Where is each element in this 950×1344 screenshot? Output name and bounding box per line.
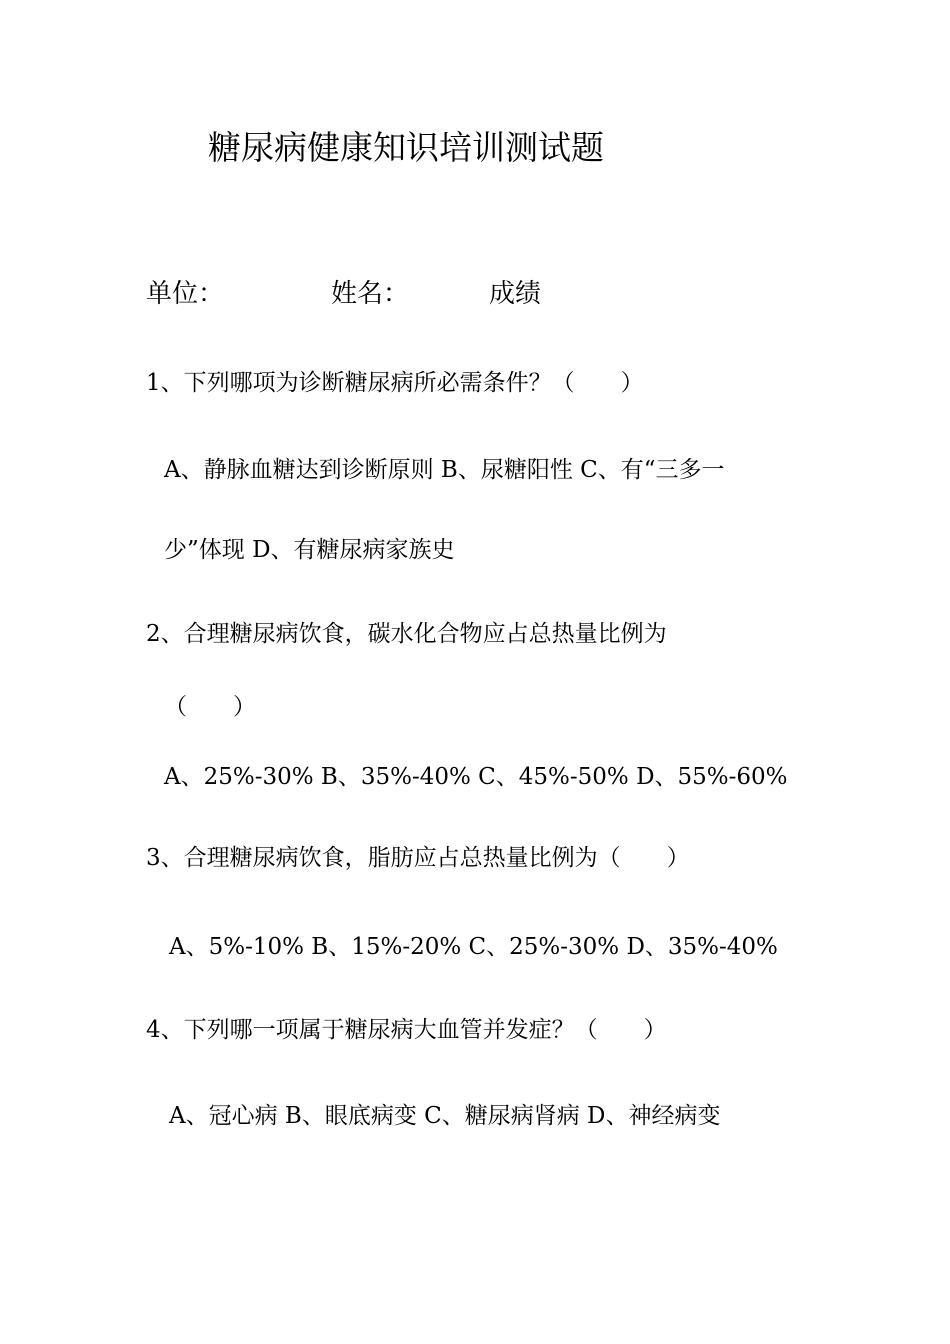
document-title: 糖尿病健康知识培训测试题: [208, 128, 604, 167]
score-label: 成绩: [489, 279, 542, 309]
question-4-options: A、冠心病 B、眼底病变 C、糖尿病肾病 D、神经病变: [169, 1103, 721, 1129]
question-2-stem-line-2: （ ）: [164, 694, 256, 720]
question-3-options: A、5%-10% B、15%-20% C、25%-30% D、35%-40%: [169, 934, 778, 960]
unit-label: 单位：: [146, 279, 225, 309]
name-label: 姓名：: [331, 279, 410, 309]
question-2-options: A、25%-30% B、35%-40% C、45%-50% D、55%-60%: [164, 764, 788, 790]
question-4-stem: 4、下列哪一项属于糖尿病大血管并发症？（ ）: [146, 1017, 667, 1043]
question-1-options-line-1: A、静脉血糖达到诊断原则 B、尿糖阳性 C、有“三多一: [164, 457, 725, 483]
question-3-stem: 3、合理糖尿病饮食，脂肪应占总热量比例为（ ）: [146, 845, 690, 871]
question-1-options-line-2: 少”体现 D、有糖尿病家族史: [164, 537, 455, 563]
question-2-stem: 2、合理糖尿病饮食，碳水化合物应占总热量比例为: [146, 621, 667, 647]
question-1-stem: 1、下列哪项为诊断糖尿病所必需条件？（ ）: [146, 370, 644, 396]
